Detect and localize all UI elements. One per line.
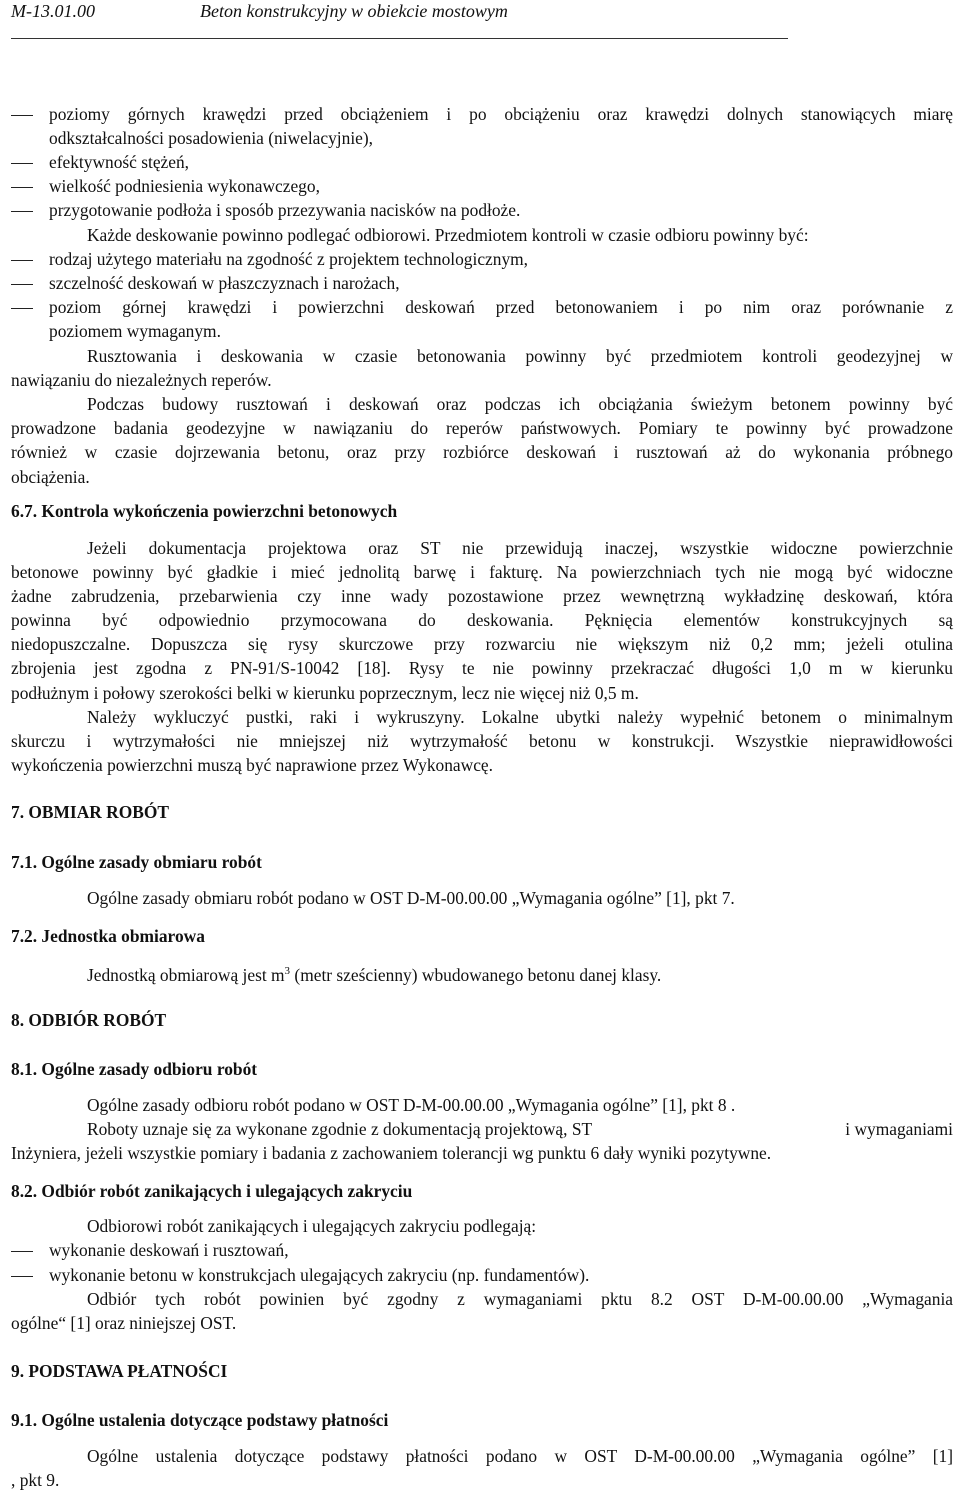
text-line: Rusztowania i deskowania w czasie betonowania powinny być przedmiotem kontroli geodezyjnej w (87, 346, 953, 366)
text-line: Odbiór tych robót powinien być zgodny z wymaganiami pktu 8.2 OST D-M-00.00.00 „Wymagania (87, 1289, 953, 1309)
text-line: podłużnym i połowy szerokości belki w kierunku poprzecznym, lecz nie więcej niż 0,5 m. (11, 683, 639, 703)
text-line: wykonanie betonu w konstrukcjach ulegających zakryciu (np. fundamentów). (49, 1265, 590, 1285)
subsection-heading: 9.1. Ogólne ustalenia dotyczące podstawy płatności (11, 1410, 389, 1430)
section-heading: 8. ODBIÓR ROBÓT (11, 1010, 167, 1030)
subsection-heading: 8.2. Odbiór robót zanikających i ulegających zakryciu (11, 1181, 413, 1201)
text-line: poziom górnej krawędzi i powierzchni deskowań przed betonowaniem i po nim oraz porównanie z (49, 297, 953, 317)
text-line: Inżyniera, jeżeli wszystkie pomiary i badania z zachowaniem tolerancji wg punktu 6 dały wyniki pozytywne. (11, 1143, 772, 1163)
text-line: przygotowanie podłoża i sposób przezywania nacisków na podłoże. (49, 200, 521, 220)
subsection-heading: 7.1. Ogólne zasady obmiaru robót (11, 852, 262, 872)
text-line: Odbiorowi robót zanikających i ulegających zakryciu podlegają: (87, 1216, 537, 1236)
text-line: rodzaj użytego materiału na zgodność z projektem technologicznym, (49, 249, 529, 269)
text-line: wielkość podniesienia wykonawczego, (49, 176, 320, 196)
text-line: Jeżeli dokumentacja projektowa oraz ST nie przewidują inaczej, wszystkie widoczne powierzchnie (87, 538, 953, 558)
text-line: obciążenia. (11, 467, 90, 487)
text-line: Podczas budowy rusztowań i deskowań oraz podczas ich obciążania świeżym betonem powinny być (87, 394, 953, 414)
bullet-dash (11, 211, 33, 212)
text-line: odkształcalności posadowienia (niwelacyjnie), (49, 128, 374, 148)
text-line: zbrojenia jest zgodna z PN-91/S-10042 [18]. Rysy te nie powinny przekraczać długości 1,0 m w kierunku (11, 658, 953, 678)
section-heading: 7. OBMIAR ROBÓT (11, 802, 169, 822)
text-line: wykonanie deskowań i rusztowań, (49, 1240, 289, 1260)
text-line: efektywność stężeń, (49, 152, 190, 172)
document-code: M-13.01.00 (11, 1, 95, 21)
superscript: 3 (284, 965, 291, 977)
text-fragment: (metr sześcienny) wbudowanego betonu danej klasy. (294, 965, 662, 985)
text-line: poziomem wymaganym. (49, 321, 221, 341)
bullet-dash (11, 115, 33, 116)
text-line: szczelność deskowań w płaszczyznach i narożach, (49, 273, 400, 293)
page-header (11, 0, 788, 39)
bullet-dash (11, 1251, 33, 1252)
section-heading: 9. PODSTAWA PŁATNOŚCI (11, 1361, 228, 1381)
bullet-dash (11, 260, 33, 261)
text-line: Ogólne ustalenia dotyczące podstawy płatności podano w OST D-M-00.00.00 „Wymagania ogólne” [1] (87, 1446, 953, 1466)
text-line: skurczu i wytrzymałości nie mniejszej niż wytrzymałość betonu w konstrukcji. Wszystkie nieprawidłowości (11, 731, 953, 751)
bullet-dash (11, 187, 33, 188)
text-line: niedopuszczalne. Dopuszcza się rysy skurczowe przy rozwarciu nie większym niż 0,2 mm; jeżeli otulina (11, 634, 953, 654)
section-heading: 6.7. Kontrola wykończenia powierzchni betonowych (11, 501, 398, 521)
text-line (87, 960, 953, 987)
bullet-dash (11, 308, 33, 309)
text-line: Roboty uznaje się za wykonane zgodnie z dokumentacją projektową, ST (87, 1119, 593, 1139)
text-line: Ogólne zasady obmiaru robót podano w OST D-M-00.00.00 „Wymagania ogólne” [1], pkt 7. (87, 888, 735, 908)
text-line: Ogólne zasady odbioru robót podano w OST D-M-00.00.00 „Wymagania ogólne” [1], pkt 8 . (87, 1095, 736, 1115)
text-line: betonowe powinny być gładkie i mieć jednolitą barwę i fakturę. Na powierzchniach tych nie mogą być widoczne (11, 562, 953, 582)
text-line: również w czasie dojrzewania betonu, oraz przy rozbiórce deskowań i rusztowań aż do wykonania próbnego (11, 442, 953, 462)
text-line: nawiązaniu do niezależnych reperów. (11, 370, 272, 390)
text-line: poziomy górnych krawędzi przed obciążeniem i po obciążeniu oraz krawędzi dolnych stanowiących miarę (49, 104, 953, 124)
text-line: Należy wykluczyć pustki, raki i wykruszyny. Lokalne ubytki należy wypełnić betonem o minimalnym (87, 707, 953, 727)
bullet-dash (11, 1276, 33, 1277)
document-title: Beton konstrukcyjny w obiekcie mostowym (200, 1, 508, 21)
subsection-heading: 7.2. Jednostka obmiarowa (11, 926, 205, 946)
bullet-dash (11, 284, 33, 285)
text-fragment: Jednostką obmiarową jest m (87, 965, 285, 985)
text-line: Każde deskowanie powinno podlegać odbiorowi. Przedmiotem kontroli w czasie odbioru powinny być: (87, 225, 809, 245)
text-line: żadne zabrudzenia, przebarwienia czy inne wady pozostawione przez wewnętrzną wykładzinę deskowań, która (11, 586, 953, 606)
text-line: powinna być odpowiednio przymocowana do deskowania. Pęknięcia elementów konstrukcyjnych są (11, 610, 953, 630)
text-line: wykończenia powierzchni muszą być naprawione przez Wykonawcę. (11, 755, 493, 775)
text-line: , pkt 9. (11, 1470, 60, 1490)
bullet-dash (11, 163, 33, 164)
text-line: ogólne“ [1] oraz niniejszej OST. (11, 1313, 237, 1333)
text-line: prowadzone badania geodezyjne w nawiązaniu do reperów państwowych. Pomiary te powinny być prowadzone (11, 418, 953, 438)
subsection-heading: 8.1. Ogólne zasady odbioru robót (11, 1059, 258, 1079)
text-line: i wymaganiami (845, 1119, 953, 1139)
